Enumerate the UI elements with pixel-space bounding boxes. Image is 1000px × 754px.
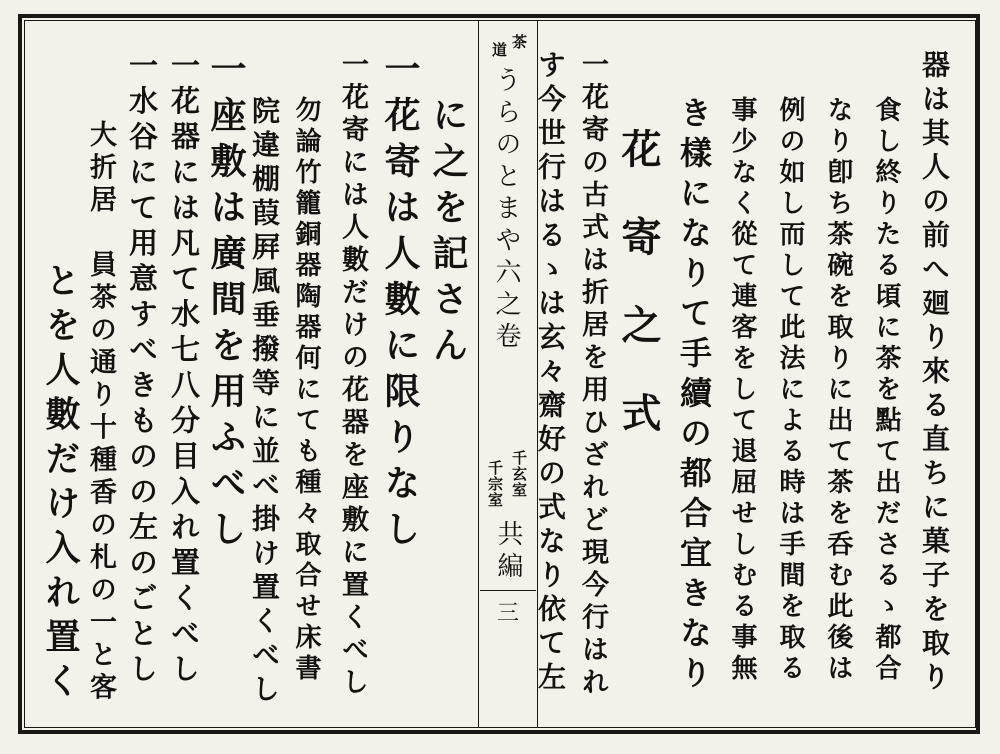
left-line-8: 一水谷にて用意すべきものの左のごとし bbox=[125, 50, 159, 689]
book-title: うらのとまや六之卷 bbox=[491, 66, 521, 354]
editor-role: 共編 bbox=[493, 520, 523, 584]
series-bottom: 道 bbox=[490, 42, 508, 58]
page-number: 三 bbox=[496, 601, 519, 626]
right-body-line-1: 一花寄の古式は折居を用ひざれど現今行はれ bbox=[577, 50, 608, 700]
right-line-2: 食し終りたる頃に茶を點て出ださるゝ都合 bbox=[871, 96, 901, 685]
editor-1: 千玄室 bbox=[510, 450, 528, 498]
section-heading: 花寄之式 bbox=[615, 128, 662, 480]
left-line-3: 一花寄には人數だけの花器を座敷に置くべし bbox=[337, 50, 368, 700]
right-line-6: き樣になりて手續の都合宜きなり bbox=[675, 96, 713, 696]
left-line-9: 大折居 員茶の通り十種香の札の一と客 bbox=[85, 120, 116, 705]
left-line-2: 一花寄は人數に限りなし bbox=[379, 50, 421, 556]
right-line-5: 事少なく從て連客をして退屈せしむる事無 bbox=[727, 96, 757, 685]
left-line-6: 一座敷は廣間を用ふべし bbox=[205, 50, 247, 556]
right-body-line-2: す今世行はるゝは玄々齋好の式なり依て左 bbox=[534, 50, 567, 696]
right-line-4: 例の如し而して此法による時は手間を取る bbox=[775, 96, 805, 685]
left-line-10: とを人數だけ入れ置く bbox=[40, 262, 81, 707]
left-line-5: 院違棚葭屛風垂撥等に並べ掛け置くべし bbox=[248, 96, 281, 708]
left-line-4: 勿論竹籠銅器陶器何にても種々取合せ床書 bbox=[291, 96, 321, 685]
right-line-3: なり卽ち茶碗を取りに出て茶を呑む此後は bbox=[823, 96, 853, 685]
left-line-1: に之を記さん bbox=[427, 96, 469, 372]
left-line-7: 一花器には凡て水七八分目入れ置くべし bbox=[167, 50, 201, 689]
series-top: 茶 bbox=[510, 34, 528, 50]
right-line-1: 器は其人の前へ廻り來る直ちに菓子を取り bbox=[918, 50, 951, 696]
series-label bbox=[484, 34, 532, 64]
page-number-rule bbox=[480, 590, 536, 591]
editor-2: 千宗室 bbox=[486, 460, 504, 508]
